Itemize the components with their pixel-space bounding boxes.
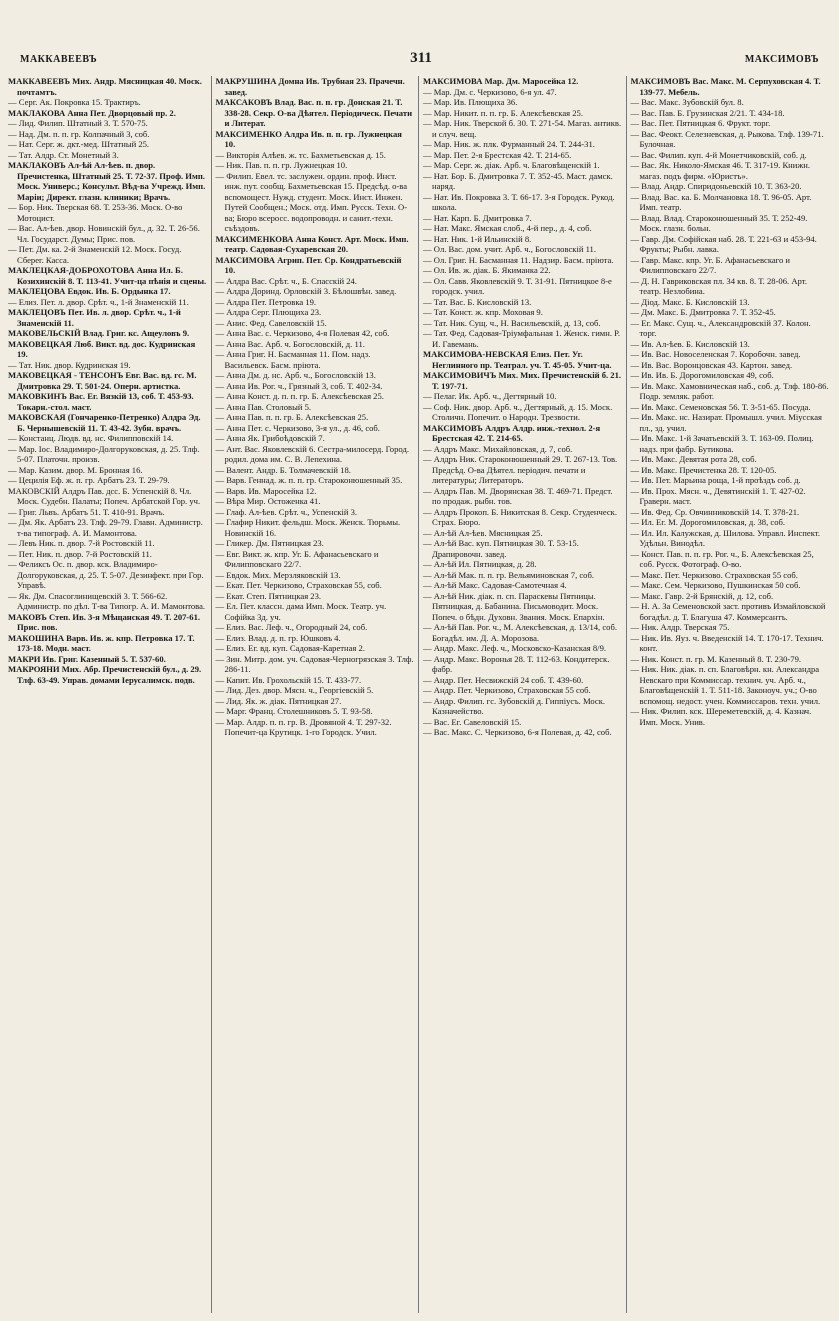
directory-entry: — Екат. Пет. Черкизово, Страховская 55, соб.: [215, 580, 382, 590]
directory-entry: — Ив. Вас. Воронцовская 43. Картон. завед.: [630, 359, 793, 370]
directory-entry: — Н. А. За Семеновской заст. противъ Измайловской богадѣл. д. Т. Благуша 47. Коммерсантъ.: [630, 601, 826, 622]
directory-entry: — Ник. Филип. кск. Шереметевскій, д. 4. Казнач. Имп. Моск. Унив.: [630, 706, 812, 727]
directory-entry: — Вас. Макс. С. Черкизово, 6-я Полевая, д. 42, соб.: [423, 727, 612, 737]
directory-entry: — Анна Пав. п. п. гр. Б. Алексѣевская 25.: [215, 412, 369, 422]
directory-entry: — Тат. Вас. Б. Кисловскій 13.: [423, 296, 532, 307]
directory-entry: МАКЛАКОВЪ Ал-ѣй Ал-ѣев. п. двор. Пречистенка, Штатный 25. Т. 72-37. Проф. Имп. Моск. Универс.; Консульт. Вѣд-ва Учрежд. Имп. Маріи; Директ. глазн. клиники; Врачъ.: [8, 160, 206, 202]
directory-entry: — Глаф. Ал-ѣев. Срѣт. ч., Успенскій 3.: [215, 506, 358, 517]
directory-entry: — Феликсъ Ос. п. двор. кск. Владимиро-Долгоруковская, д. 25. Т. 5-07. Дезинфект. при Гор. Управѣ.: [8, 559, 204, 590]
page-number: 311: [410, 50, 432, 66]
directory-entry: — Ол. Ив. ж. діак. Б. Якиманка 22.: [423, 265, 551, 275]
directory-entry: — Над. Дм. п. п. гр. Колпачный 3, соб.: [8, 128, 150, 139]
directory-entry: — Алдръ Пав. М. Дворянская 38. Т. 469-71. Предст. по продаж. рыбн. тов.: [423, 485, 613, 506]
directory-entry: — Ив. Макс. Семеновская 56. Т. 3-51-65. Посуда.: [630, 401, 811, 412]
directory-entry: — Пет. Ник. п. двор. 7-й Ростовскій 11.: [8, 548, 152, 559]
directory-entry: — Евдок. Мих. Мерзляковскій 13.: [215, 569, 341, 580]
directory-entry: — Андр. Пет. Несвижскій 24 соб. Т. 439-60.: [423, 674, 584, 685]
directory-entry: — Марг. Франц. Столешниковъ 5. Т. 93-58.: [215, 706, 373, 716]
directory-entry: — Як. Дм. Спасоглинищевскій 3. Т. 566-62. Администр. по дѣл. Т-ва Типогр. А. И. Мамонтова.: [8, 590, 206, 611]
directory-entry: — Евг. Викт. ж. кпр. Уг. Б. Афанасьевскаго и Филипповскаго 22/7.: [215, 548, 379, 569]
directory-entry: — Ол. Савв. Яковлевскій 9. Т. 31-91. Пятницкое 8-е городск. учил.: [423, 275, 612, 296]
directory-entry: — Варв. Ив. Маросейка 12.: [215, 485, 317, 496]
directory-entry: — Ал-ѣй Ил. Пятницкая, д. 28.: [423, 559, 537, 569]
directory-entry: — Макс. Гавр. 2-й Брянскій, д. 12, соб.: [630, 590, 774, 601]
directory-entry: — Алдръ Макс. Михайловская, д. 7, соб.: [423, 443, 573, 454]
directory-entry: — Лид. Дез. двор. Мясн. ч., Георгіевскій 5.: [215, 685, 374, 695]
directory-entry: — Гликер. Дм. Пятницкая 23.: [215, 538, 324, 548]
directory-entry: — Ив. Ив. Б. Дорогомиловская 49, соб.: [630, 370, 774, 380]
column-2: [211, 76, 415, 1313]
directory-entry: — Вас. Макс. Зубовскій бул. 8.: [630, 97, 744, 107]
directory-entry: — Ал-ѣй Мак. п. п. гр. Вельяминовская 7, соб.: [423, 569, 594, 580]
directory-entry: — Алдръ Прокоп. Б. Никитская 8. Секр. Студенческ. Страх. Бюро.: [423, 506, 617, 527]
directory-entry: — Гавр. Дм. Софійская наб. 28. Т. 221-63 и 453-94. Фрукты; Рыбн. лавка.: [630, 233, 817, 254]
directory-entry: — Мар. Никит. п. п. гр. Б. Алексѣевская 25.: [423, 107, 584, 118]
directory-entry: МАКРИ Ив. Григ. Казенный 5. Т. 537-60.: [8, 653, 166, 664]
header-left-surname: МАККАВЕЕВЪ: [20, 54, 98, 65]
column-1: [8, 76, 207, 1313]
directory-entry: МАКСИМОВИЧЪ Мих. Мих. Пречистенскій б. 21. Т. 197-71.: [423, 370, 622, 391]
directory-entry: — Алдра Пет. Петровка 19.: [215, 296, 317, 307]
directory-entry: МАКСИМОВА Агрип. Пет. Ср. Кондратьевскій 10.: [215, 254, 402, 275]
directory-entry: — Валент. Андр. Б. Толмачевскій 18.: [215, 464, 351, 475]
directory-entry: — Д. Н. Гавриковская пл. 34 кв. 8. Т. 28-06. Арт. театр. Незлобина.: [630, 275, 807, 296]
directory-entry: МАКСИМОВЪ Алдръ Алдр. инж.-технол. 2-я Брестская 42. Т. 214-65.: [423, 422, 601, 443]
directory-entry: — Анна Як. Грибоѣдовскій 7.: [215, 433, 325, 443]
directory-entry: — Ив. Вас. Новоселенская 7. Коробочн. завед.: [630, 349, 801, 359]
directory-entry: — Влад. Андр. Спиридоньевскій 10. Т. 363-20.: [630, 181, 802, 191]
directory-entry: — Григ. Львъ. Арбатъ 51. Т. 410-91. Врачъ.: [8, 506, 165, 517]
directory-entry: МАКОШИНА Варв. Ив. ж. кпр. Петровка 17. Т. 173-18. Модн. маст.: [8, 632, 195, 653]
directory-entry: — Ив. Макс. 1-й Зачатьевскій 3. Т. 163-09. Полиц. надз. при фабр. Бутикова.: [630, 433, 814, 454]
directory-entry: — Ел. Пет. классн. дама Имп. Моск. Театр. уч. Софійка 3д. уч.: [215, 601, 387, 622]
directory-entry: — Ник. Алдр. Тверская 75.: [630, 622, 730, 632]
directory-entry: — Ил. Ег. М. Дорогомиловская, д. 38, соб.: [630, 517, 786, 527]
directory-entry: — Филип. Евел. тс. заслужен. ордин. проф. Инст. инж. пут. сообщ. Бахметьевская 15. Предсѣд. о-ва вспомощест. Нужд. студент. Моск. Инст. Инжен. Путей Сообщен.; Моск. отд. Имп. Русск. Техн. О-ва; Бюро всеросс. водопроводн. и санит.-техн. съѣздовъ.: [215, 170, 408, 233]
directory-entry: — Вас. Пав. Б. Грузинская 2/21. Т. 434-18.: [630, 107, 785, 118]
directory-entry: — Алдра Доринд. Орловскій 3. Бѣлошвѣн. завед.: [215, 286, 397, 296]
directory-entry: МАКРУШИНА Домна Ив. Трубная 23. Прачечн. завед.: [215, 76, 405, 97]
directory-entry: — Вас. Ег. Савеловскій 15.: [423, 716, 522, 727]
directory-entry: — Тат. Конст. ж. кпр. Моховая 9.: [423, 307, 543, 317]
directory-entry: — Елиз. Пет. л. двор. Срѣт. ч., 1-й Знаменскій 11.: [8, 296, 189, 307]
directory-entry: — Ал-ѣй Ал-ѣев. Мясницкая 25.: [423, 527, 543, 538]
directory-entry: — Андр. Макс. Леф. ч., Московско-Казанская 8/9.: [423, 643, 607, 653]
page-header: [20, 50, 819, 70]
directory-entry: — Влад. Вас. ка. Б. Молчановка 18. Т. 96-05. Арт. Имп. театр.: [630, 191, 812, 212]
directory-entry: — Глафир Никит. фельдш. Моск. Женск. Тюрьмы. Новинскій 16.: [215, 517, 401, 538]
directory-entry: — Анна Вас. Арб. ч. Богословскій, д. 11.: [215, 338, 365, 349]
directory-entry: — Варв. Геннад. ж. п. п. гр. Староконюшенный 35.: [215, 475, 403, 485]
directory-entry: — Конст. Пав. п. п. гр. Рог. ч., Б. Алексѣевская 25, соб. Русск. Фотограф. О-во.: [630, 548, 814, 569]
directory-entry: — Ив. Прох. Мясн. ч., Девятинскій 1. Т. 427-02. Граверн. маст.: [630, 485, 806, 506]
directory-entry: — Ал-ѣй Ник. діак. п. сп. Параскевы Пятницы. Пятницкая, д. Бабанина. Письмоводит. Моск. Попеч. о бѣдн. Духовн. Звания. Моск. Епархін.: [423, 590, 605, 622]
directory-entry: — Лид. Филип. Штатный 3. Т. 570-75.: [8, 118, 148, 128]
directory-entry: — Алдра Серг. Плющиха 23.: [215, 307, 322, 317]
directory-entry: — Андр. Пет. Черкизово, Страховская 55 соб.: [423, 685, 591, 695]
directory-entry: — Ал-ѣй Вас. куп. Пятницкая 30. Т. 53-15. Драпировочн. завед.: [423, 538, 579, 559]
entries-columns: [8, 76, 829, 1313]
directory-entry: — Мар. Ив. Плющиха 36.: [423, 97, 518, 107]
directory-entry: — Ник. Ив. Яуз. ч. Введенскій 14. Т. 170-17. Технич. конт.: [630, 632, 824, 653]
directory-entry: — Ив. Макс. Хамовническая наб., соб. д. Тлф. 180-86. Подр. земляк. работ.: [630, 380, 829, 401]
directory-entry: — Мар. Серг. ж. діак. Арб. ч. Благовѣщенскій 1.: [423, 160, 600, 170]
header-right-surname: МАКСИМОВЪ: [744, 54, 819, 65]
directory-entry: — Анис. Фед. Савеловскій 15.: [215, 317, 327, 328]
directory-entry: МАКРОЯНИ Мих. Абр. Пречистенскій бул., д. 29. Тлф. 63-49. Управ. домами Іерусалимск. подв.: [8, 664, 202, 685]
directory-entry: — Дм. Як. Арбатъ 23. Тлф. 29-79. Главн. Администр. т-ва типограф. А. И. Мамонтова.: [8, 517, 203, 538]
directory-entry: — Андр. Филип. гс. Зубовскій д. Гиппіусъ. Моск. Казначейство.: [423, 695, 606, 716]
directory-entry: МАКСИМЕНКОВА Анна Конст. Арт. Моск. Имп. театр. Садовая-Сухаревская 20.: [215, 233, 409, 254]
directory-entry: — Алдра Вас. Срѣт. ч., Б. Спасскій 24.: [215, 275, 357, 286]
directory-entry: — Гавр. Макс. кпр. Уг. Б. Афанасьевскаго и Филипповскаго 22/7.: [630, 254, 791, 275]
directory-entry: — Ант. Вас. Яковлевскій 6. Сестра-милосерд. Город. родил. дома им. С. В. Лепехина.: [215, 443, 409, 464]
directory-entry: — Нат. Макс. Ямская слоб., 4-й пер., д. 4, соб.: [423, 223, 592, 233]
directory-entry: — Анна Ив. Рог. ч., Грязный 3, соб. Т. 402-34.: [215, 380, 383, 391]
directory-entry: — Левъ Ник. п. двор. 7-й Ростовскій 11.: [8, 538, 155, 548]
directory-entry: — Анна Григ. Н. Басманная 11. Пом. надз. Васильевск. Басм. пріюта.: [215, 349, 371, 370]
directory-entry: — Констанц. Людв. вд. нс. Филипповскій 14.: [8, 433, 174, 443]
directory-entry: МАККАВЕЕВЪ Мих. Андр. Мясницкая 40. Моск. почтамтъ.: [8, 76, 202, 97]
directory-entry: МАКОВЕЛЬСКІЙ Влад. Григ. кс. Ащеуловъ 9.: [8, 328, 190, 338]
directory-entry: МАКОВЕЦКАЯ Люб. Викт. вд. дос. Кудринская 19.: [8, 338, 196, 359]
directory-entry: МАКСИМЕНКО Алдра Ив. п. п. гр. Лужнецкая 10.: [215, 128, 402, 149]
directory-entry: МАКОВКИНЪ Вас. Ег. Вязкій 13, соб. Т. 453-93. Токарн.-стол. маст.: [8, 391, 194, 412]
directory-entry: — Ол. Григ. Н. Басманная 11. Надзир. Басм. пріюта.: [423, 254, 614, 265]
directory-entry: — Нат. Серг. ж. дкт.-мед. Штатный 25.: [8, 139, 150, 149]
directory-entry: МАКСИМОВА Мар. Дм. Маросейка 12.: [423, 76, 579, 86]
directory-entry: — Ив. Пет. Марьина роща, 1-й проѣздъ соб. д.: [630, 475, 801, 485]
directory-entry: — Мар. Алдр. п. п. гр. В. Дровяной 4. Т. 297-32. Попечит-ца Крутицк. 1-го Городск. Учил.: [215, 716, 392, 737]
directory-entry: — Мар. Ник. Тверской б. 30. Т. 271-54. Магаз. антикв. и случ. вещ.: [423, 118, 622, 139]
directory-entry: МАКСИМОВЪ Вас. Макс. М. Серпуховская 4. Т. 139-77. Мебель.: [630, 76, 821, 97]
directory-entry: — Вас. Пет. Пятницкая 6. Фрукт. торг.: [630, 118, 771, 128]
directory-entry: — Анна Пет. с. Черкизово, 3-я ул., д. 46, соб.: [215, 422, 380, 433]
directory-entry: — Викторія Алѣев. ж. тс. Бахметьевская д. 15.: [215, 149, 386, 160]
directory-entry: МАКСАКОВЪ Влад. Вас. п. п. гр. Донская 21. Т. 338-28. Секр. О-ва Дѣятел. Періодическ. Печати и Литерат.: [215, 97, 413, 128]
directory-entry: — Тат. Ник. двор. Кудринская 19.: [8, 359, 131, 370]
directory-entry: — Вас. Ал-ѣев. двор. Новинскій бул., д. 32. Т. 26-56. Чл. Государст. Думы; Прис. пов.: [8, 223, 200, 244]
directory-entry: — Елиз. Вас. Леф. ч., Огородный 24, соб.: [215, 622, 368, 632]
directory-entry: — Вас. Як. Николо-Ямская 46. Т. 317-19. Книжн. магаз. подъ фирм. «Юристъ».: [630, 160, 811, 181]
directory-entry: — Пет. Дм. ка. 2-й Знаменскій 12. Моск. Госуд. Сберег. Касса.: [8, 244, 182, 265]
directory-entry: — Ник. Конст. п. гр. М. Казенный 8. Т. 230-79.: [630, 653, 802, 664]
directory-entry: МАКЛЕЦКАЯ-ДОБРОХОТОВА Анна Ил. Б. Козихинскій 8. Т. 113-41. Учит-ца пѣнія и сцены.: [8, 265, 207, 286]
directory-entry: — Нат. Карп. Б. Дмитровка 7.: [423, 212, 532, 223]
directory-entry: — Діод. Макс. Б. Кисловскій 13.: [630, 296, 750, 307]
directory-entry: — Анна Вас. с. Черкизово, 4-я Полевая 42, соб.: [215, 328, 390, 338]
directory-entry: — Вас. Филип. куп. 4-й Монетчиковскій, соб. д.: [630, 149, 807, 160]
directory-entry: МАКОВЕЦКАЯ - ТЕНСОНЪ Евг. Вас. вд. гс. М. Дмитровка 29. Т. 501-24. Оперн. артистка.: [8, 370, 197, 391]
directory-entry: — Ег. Макс. Сущ. ч., Александровскій 37. Колон. торг.: [630, 317, 811, 338]
directory-entry: — Анна Дм. д. нс. Арб. ч., Богословскій 13.: [215, 370, 376, 380]
directory-entry: МАКЛАКОВА Анна Пет. Дворцовый пр. 2.: [8, 107, 176, 118]
directory-entry: — Соф. Ник. двор. Арб. ч., Дегтярный, д. 15. Моск. Столичн. Попечит. о Народн. Трезвости.: [423, 401, 613, 422]
directory-entry: — Цецилія Еф. ж. п. гр. Арбатъ 23. Т. 29-79.: [8, 475, 170, 485]
directory-entry: — Вѣра Мир. Остоженка 41.: [215, 496, 321, 506]
directory-entry: — Лид. Як. ж. діак. Пятницкая 27.: [215, 695, 342, 706]
directory-entry: — Нат. Ник. 1-й Ильинскій 8.: [423, 233, 532, 244]
column-3: [418, 76, 622, 1313]
directory-entry: МАКСИМОВА-НЕВСКАЯ Елиз. Пет. Уг. Неглинного пр. Театрал. уч. Т. 45-05. Учит-ца.: [423, 349, 612, 370]
directory-entry: — Алдръ Ник. Староконюшенный 29. Т. 267-13. Тов. Предсѣд. О-ва Дѣятел. періодич. печати и литературы; Литераторъ.: [423, 454, 618, 485]
directory-entry: — Влад. Влад. Староконюшенный 35. Т. 252-49. Моск. глазн. больн.: [630, 212, 808, 233]
directory-entry: — Макс. Сем. Черкизово, Пушкинская 50 соб.: [630, 580, 801, 590]
directory-entry: — Ал-ѣй Пав. Рог. ч., М. Алексѣевская, д. 13/14, соб. Богадѣл. им. Д. А. Морозова.: [423, 622, 617, 643]
directory-entry: — Вас. Феокт. Селезневская, д. Рыкова. Тлф. 139-71. Булочная.: [630, 128, 824, 149]
directory-entry: МАКЛЕЦОВА Евдок. Ив. Б. Ордынка 17.: [8, 286, 171, 296]
directory-entry: — Андр. Макс. Воронья 28. Т. 112-63. Кондитерск. фабр.: [423, 653, 610, 674]
directory-entry: — Тат. Ник. Сущ. ч., Н. Васильевскій, д. 13, соб.: [423, 317, 601, 328]
directory-entry: — Анна Пав. Столовый 5.: [215, 401, 312, 412]
directory-entry: — Ник. Ник. діак. п. сп. Благовѣрн. кн. Александра Невскаго при Коммиссар. технич. уч. Арб. ч., Благовѣщенскій 1. Т. 511-18. Законоуч. уч.; О-во вспомощ. недост. учен. Коммиссаров. техн. учил.: [630, 664, 821, 706]
directory-entry: — Бор. Ник. Тверская 68. Т. 253-36. Моск. О-во Мотоцист.: [8, 202, 183, 223]
directory-entry: — Дм. Макс. Б. Дмитровка 7. Т. 352-45.: [630, 307, 776, 317]
directory-entry: — Макс. Пет. Черкизово. Страховская 55 соб.: [630, 569, 798, 580]
directory-entry: — Ол. Вас. дом. учит. Арб. ч., Богословскій 11.: [423, 244, 597, 254]
directory-entry: — Тат. Фед. Садовая-Тріумфальная 1. Женск. гимн. Р. И. Гавемань.: [423, 328, 620, 349]
directory-entry: — Ив. Ал-ѣев. Б. Кисловскій 13.: [630, 338, 750, 349]
directory-entry: — Ив. Макс. Девятая рота 28, соб.: [630, 454, 757, 464]
directory-entry: — Ив. Фед. Ср. Овчинниковскій 14. Т. 378-21.: [630, 506, 800, 517]
directory-entry: МАКОВЪ Степ. Ив. 3-я Мѣщанская 49. Т. 207-61. Прис. пов.: [8, 611, 201, 632]
directory-entry: — Ив. Макс. нс. Назират. Промышл. учил. Міусская пл., зд. учил.: [630, 412, 822, 433]
directory-entry: — Ив. Макс. Пречистенка 28. Т. 120-05.: [630, 464, 777, 475]
directory-entry: — Нат. Ив. Покровка 3. Т. 66-17. 3-я Городск. Рукод. школа.: [423, 191, 615, 212]
directory-entry: — Пелаг. Ик. Арб. ч., Дегтярный 10.: [423, 391, 557, 401]
directory-entry: МАКОВСКІЙ Алдръ Пав. дсс. Б. Успенскій 8. Чл. Моск. Судебн. Палаты; Попеч. Арбатской Гор. уч.: [8, 485, 201, 506]
directory-entry: — Мар. Казим. двор. М. Бронная 16.: [8, 464, 143, 475]
directory-entry: — Ник. Пав. п. п. гр. Лужнецкая 10.: [215, 160, 348, 170]
directory-entry: — Капит. Ив. Грохольскій 15. Т. 433-77.: [215, 674, 362, 685]
directory-entry: — Мар. Ник. ж. плк. Фурманный 24. Т. 244-31.: [423, 139, 595, 149]
directory-entry: МАКЛЕЦОВЪ Пет. Ив. л. двор. Срѣт. ч., 1-й Знаменскій 11.: [8, 307, 181, 328]
directory-entry: — Мар. Іос. Владимиро-Долгоруковская, д. 25. Тлф. 5-07. Платочн. произв.: [8, 443, 200, 464]
column-4: [626, 76, 830, 1313]
directory-entry: — Серг. Ак. Покровка 15. Трактиръ.: [8, 97, 141, 107]
directory-entry: — Екат. Степ. Пятницкая 23.: [215, 590, 322, 601]
directory-entry: — Ал-ѣй Макс. Садовая-Самотечная 4.: [423, 580, 567, 590]
directory-entry: — Елиз. Влад. д. п. гр. Юшковъ 4.: [215, 632, 341, 643]
directory-entry: МАКОВСКАЯ (Гончаренко-Петренко) Алдра Эд. Б. Чернышевскій 11. Т. 43-42. Зубн. врачъ.: [8, 412, 201, 433]
directory-entry: — Зин. Митр. дом. уч. Садовая-Черногрязская 3. Тлф. 286-11.: [215, 653, 414, 674]
directory-entry: — Мар. Дм. с. Черкизово, 6-я ул. 47.: [423, 86, 557, 97]
directory-entry: — Тат. Алдр. Ст. Монетный 3.: [8, 149, 119, 160]
directory-entry: — Ил. Ил. Калужская, д. Шилова. Управл. Инспект. Удѣльн. Винодѣл.: [630, 527, 821, 548]
directory-entry: — Анна Конст. д. п. п. гр. Б. Алексѣевская 25.: [215, 391, 384, 401]
directory-entry: — Елиз. Ег. вд. куп. Садовая-Каретная 2.: [215, 643, 365, 653]
directory-entry: — Нат. Бор. Б. Дмитровка 7. Т. 352-45. Маст. дамск. наряд.: [423, 170, 613, 191]
directory-entry: — Мар. Пет. 2-я Брестская 42. Т. 214-65.: [423, 149, 572, 160]
